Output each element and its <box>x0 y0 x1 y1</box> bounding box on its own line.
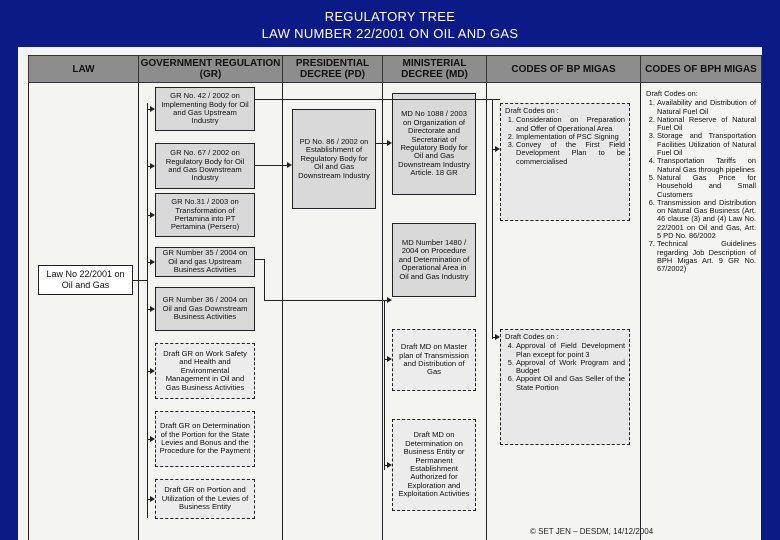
page-title <box>0 8 780 42</box>
gr-box-5: GR Number 36 / 2004 on Oil and Gas Downstream Business Activities <box>155 287 255 331</box>
title-line-1: REGULATORY TREE <box>324 9 456 24</box>
list-title: Draft Codes on : <box>505 332 559 341</box>
law-box: Law No 22/2001 on Oil and Gas <box>38 265 133 295</box>
column-divider <box>382 55 383 540</box>
arrow-icon <box>150 106 155 112</box>
header-codes-bph-migas: CODES OF BPH MIGAS <box>640 55 762 83</box>
title-line-2: LAW NUMBER 22/2001 ON OIL AND GAS <box>261 26 519 41</box>
gr-box-6: Draft GR on Work Safety and Health and Environmental Management in Oil and Gas Business Activities <box>155 343 255 399</box>
list-item: 7. Technical Guidelines regarding Job Description of BPH Migas Art. 9 GR No. 67/2002) <box>657 240 756 273</box>
connector-line <box>384 300 385 470</box>
arrow-icon <box>150 306 155 312</box>
arrow-icon <box>150 212 155 218</box>
list-item: 5. Natural Gas Price for Household and Small Customers <box>657 174 756 199</box>
list-title: Draft Codes on : <box>505 106 559 115</box>
arrow-icon <box>387 297 392 303</box>
gr-box-7: Draft GR on Determination of the Portion for the State Levies and Bonus and the Procedure for the Payment <box>155 411 255 467</box>
connector-line <box>264 259 265 300</box>
arrow-icon <box>387 356 392 362</box>
arrow-icon <box>387 462 392 468</box>
list-item: 5. Approval of Work Program and Budget <box>516 359 625 376</box>
gr-box-2: GR No. 67 / 2002 on Regulatory Body for Oil and Gas Downstream Industry <box>155 143 255 189</box>
header-law: LAW <box>28 55 139 83</box>
connector-line <box>376 143 387 144</box>
list-item: 1. Availability and Distribution of Natural Fuel Oil <box>657 99 756 116</box>
column-divider <box>138 55 139 540</box>
column-divider <box>28 55 29 540</box>
connector-line <box>255 165 287 166</box>
arrow-icon <box>150 368 155 374</box>
connector-line <box>264 300 387 301</box>
regulatory-tree-sheet <box>18 47 762 540</box>
list-item: 4. Approval of Field Development Plan except for point 3 <box>516 342 625 359</box>
connector-line <box>133 280 147 281</box>
md-box-2: MD Number 1480 / 2004 on Procedure and Determination of Operational Area in Oil and Gas Industry <box>392 223 476 297</box>
list-item: 4. Transportation Tariffs on Natural Gas through pipelines <box>657 157 756 174</box>
arrow-icon <box>150 163 155 169</box>
list-item: 6. Appoint Oil and Gas Seller of the State Portion <box>516 375 625 392</box>
header-ministerial-decree: MINISTERIAL DECREE (MD) <box>382 55 487 83</box>
arrow-icon <box>287 162 292 168</box>
list-item: 3. Storage and Transportation Facilities Utilization of Natural Fuel Oil <box>657 132 756 157</box>
header-government-regulation: GOVERNMENT REGULATION (GR) <box>138 55 283 83</box>
list-item: 2. National Reserve of Natural Fuel Oil <box>657 116 756 133</box>
codes-list <box>505 116 625 166</box>
connector-line <box>255 99 500 100</box>
list-item: 1. Consideration on Preparation and Offer of Operational Area <box>516 116 625 133</box>
gr-box-4: GR Number 35 / 2004 on Oil and gas Upstream Business Activities <box>155 247 255 277</box>
gr-box-1: GR No. 42 / 2002 on Implementing Body for Oil and Gas Upstream Industry <box>155 87 255 131</box>
copyright-footer: © SET JEN – DESDM, 14/12/2004 <box>530 527 654 536</box>
column-divider <box>761 55 762 540</box>
connector-line <box>492 99 493 339</box>
arrow-icon <box>150 259 155 265</box>
bp-migas-codes-list-1 <box>500 103 630 221</box>
list-item: 6. Transmission and Distribution on Natural Gas Business (Art. 46 clause (3) and (4) Law No. 22/2001 on Oil and Gas, Art. 5 PD No. 86/2002 <box>657 199 756 240</box>
md-box-4: Draft MD on Determination on Business Entity or Permanent Establishment Authorized for Exploration and Exploitation Activities <box>392 419 476 511</box>
md-box-1: MD No 1088 / 2003 on Organization of Directorate and Secretariat of Regulatory Body for Oil and Gas Downstream Industry Article. 18 GR <box>392 93 476 195</box>
gr-box-3: GR No.31 / 2003 on Transformation of Pertamina into PT Pertamina (Persero) <box>155 193 255 237</box>
codes-list <box>505 342 625 392</box>
bph-migas-codes-list <box>642 87 760 387</box>
list-item: 2. Implementation of PSC Signing <box>516 133 625 141</box>
connector-line <box>255 259 265 260</box>
list-title: Draft Codes on: <box>646 89 698 98</box>
list-item: 3. Convey of the First Field Development Plan to be commercialised <box>516 141 625 166</box>
codes-list <box>646 99 756 273</box>
column-divider <box>486 55 487 540</box>
pd-box: PD No. 86 / 2002 on Establishment of Regulatory Body for Oil and Gas Downstream Industry <box>292 109 376 209</box>
column-divider <box>640 55 641 540</box>
header-codes-bp-migas: CODES OF BP MIGAS <box>486 55 641 83</box>
column-divider <box>282 55 283 540</box>
arrow-icon <box>150 496 155 502</box>
header-presidential-decree: PRESIDENTIAL DECREE (PD) <box>282 55 383 83</box>
arrow-icon <box>387 140 392 146</box>
md-box-3: Draft MD on Master plan of Transmission and Distribution of Gas <box>392 329 476 391</box>
arrow-icon <box>150 436 155 442</box>
gr-box-8: Draft GR on Portion and Utilization of the Levies of Business Entity <box>155 479 255 519</box>
bp-migas-codes-list-2 <box>500 329 630 445</box>
